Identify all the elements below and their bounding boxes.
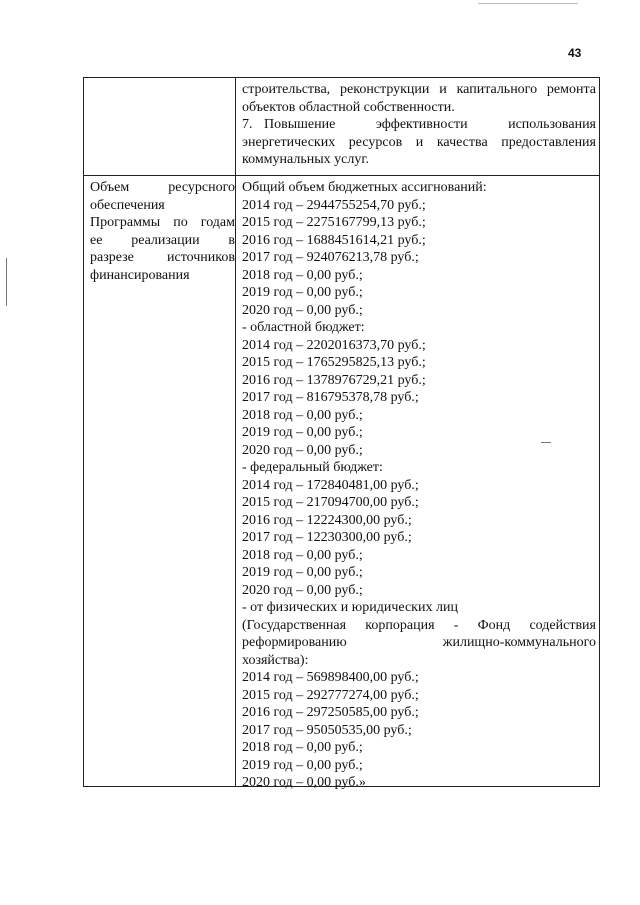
funding-label-line: разрезе источников (90, 250, 235, 265)
federal-year-line: 2019 год – 0,00 руб.; (242, 565, 363, 580)
total-year-line: 2019 год – 0,00 руб.; (242, 285, 363, 300)
funding-label-line: обеспечения (90, 197, 165, 213)
regional-year-line: 2016 год – 1378976729,21 руб.; (242, 372, 426, 388)
funding-values-cell (242, 179, 596, 792)
total-year-line: 2014 год – 2944755254,70 руб.; (242, 197, 426, 213)
total-year-line: 2020 год – 0,00 руб.; (242, 302, 363, 318)
scan-artifact-left (6, 258, 7, 306)
regional-year-line: 2019 год – 0,00 руб.; (242, 425, 363, 440)
persons-year-line: 2017 год – 95050535,00 руб.; (242, 722, 412, 738)
federal-year-line: 2016 год – 12224300,00 руб.; (242, 512, 412, 528)
funding-label-cell (90, 179, 235, 284)
federal-year-line: 2015 год – 217094700,00 руб.; (242, 495, 419, 510)
regional-year-line: 2015 год – 1765295825,13 руб.; (242, 355, 426, 370)
goals-item-number: 7. (242, 117, 253, 132)
goals-line-item7 (242, 116, 596, 134)
funding-label-line: Программы по годам (90, 215, 235, 230)
goals-line: коммунальных услуг. (242, 152, 370, 167)
persons-year-line: 2020 год – 0,00 руб.» (242, 775, 366, 790)
persons-year-line: 2016 год – 297250585,00 руб.; (242, 705, 419, 720)
total-year-line: 2015 год – 2275167799,13 руб.; (242, 215, 426, 230)
table-column-divider (235, 78, 236, 786)
regional-year-line: 2020 год – 0,00 руб.; (242, 442, 363, 458)
federal-heading: - федеральный бюджет: (242, 460, 383, 475)
federal-year-line: 2017 год – 12230300,00 руб.; (242, 530, 412, 545)
regional-year-line: 2018 год – 0,00 руб.; (242, 407, 363, 423)
federal-year-line: 2018 год – 0,00 руб.; (242, 547, 363, 563)
persons-heading-line: - от физических и юридических лиц (242, 600, 458, 615)
persons-heading-line: (Государственная корпорация - Фонд содействия (242, 617, 596, 633)
funding-label-line: ее реализации в (90, 232, 235, 248)
program-table (83, 77, 600, 790)
total-year-line: 2018 год – 0,00 руб.; (242, 267, 363, 283)
goals-line: строительства, реконструкции и капитального ремонта (242, 82, 596, 97)
table-row-divider (84, 175, 599, 176)
goals-item-text: Повышение эффективности использования (264, 117, 596, 132)
persons-year-line: 2019 год – 0,00 руб.; (242, 757, 363, 773)
regional-year-line: 2014 год – 2202016373,70 руб.; (242, 337, 426, 353)
funding-label-line: финансирования (90, 267, 190, 283)
persons-heading-line: хозяйства): (242, 652, 309, 668)
persons-year-line: 2014 год – 569898400,00 руб.; (242, 670, 419, 685)
total-year-line: 2016 год – 1688451614,21 руб.; (242, 232, 426, 248)
scan-artifact-top (478, 3, 578, 4)
regional-heading: - областной бюджет: (242, 320, 365, 335)
federal-year-line: 2014 год – 172840481,00 руб.; (242, 477, 419, 493)
persons-year-line: 2015 год – 292777274,00 руб.; (242, 687, 419, 703)
persons-year-line: 2018 год – 0,00 руб.; (242, 740, 363, 755)
goals-line: объектов областной собственности. (242, 99, 455, 115)
regional-year-line: 2017 год – 816795378,78 руб.; (242, 390, 419, 405)
persons-heading-line: реформированию жилищно-коммунального (242, 635, 596, 650)
page-number: 43 (568, 46, 582, 60)
goals-line: энергетических ресурсов и качества предоставления (242, 134, 596, 150)
goals-cell (242, 81, 596, 169)
federal-year-line: 2020 год – 0,00 руб.; (242, 582, 363, 598)
funding-label-line: Объем ресурсного (90, 180, 235, 195)
total-year-line: 2017 год – 924076213,78 руб.; (242, 250, 419, 265)
total-heading: Общий объем бюджетных ассигнований: (242, 180, 487, 195)
